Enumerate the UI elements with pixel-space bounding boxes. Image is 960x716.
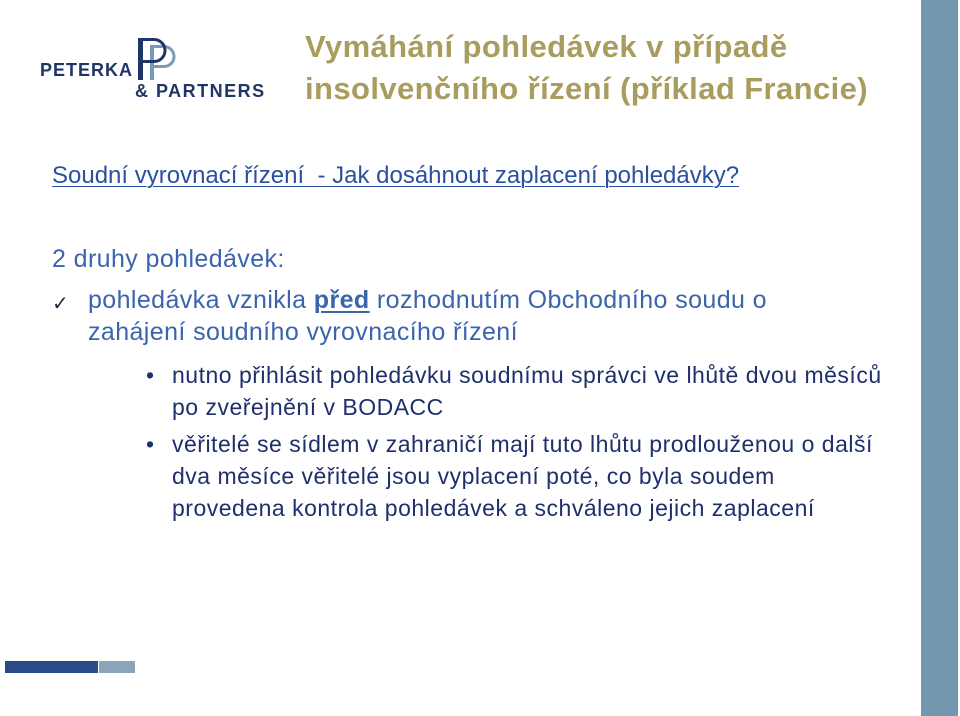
point-line-1 [88, 288, 767, 313]
slide-subtitle: Soudní vyrovnací řízení - Jak dosáhnout zaplacení pohledávky? [52, 162, 740, 189]
subpoint-1-line-2: po zveřejnění v BODACC [172, 394, 444, 420]
logo-monogram [133, 36, 179, 84]
point-text-before: pohledávka vznikla [88, 286, 314, 314]
slide-title-line-1: Vymáhání pohledávek v případě [305, 29, 788, 64]
logo-name-peterka: PETERKA [40, 60, 134, 80]
slide-title-line-2: insolvenčního řízení (příklad Francie) [305, 71, 868, 106]
point-emphasis: před [313, 286, 370, 314]
point-text-after: rozhodnutím Obchodního soudu o [369, 286, 767, 314]
subpoint-2-line-3: provedena kontrola pohledávek a schváleno jejich zaplacení [172, 495, 815, 521]
logo-name-partners: & PARTNERS [135, 81, 266, 101]
check-icon [52, 293, 69, 313]
footer-accent-bar-dark [5, 661, 98, 673]
bullet-dot-icon [146, 433, 154, 456]
footer-accent-bar-light [99, 661, 135, 673]
subpoint-1-line-1: nutno přihlásit pohledávku soudnímu správci ve lhůtě dvou měsíců [172, 362, 882, 388]
subpoint-2-line-2: dva měsíce věřitelé jsou vyplacení poté, co byla soudem [172, 463, 775, 489]
point-line-2: zahájení soudního vyrovnacího řízení [88, 318, 518, 346]
intro-text: 2 druhy pohledávek: [52, 245, 285, 273]
bullet-dot-icon [146, 364, 154, 387]
subpoint-2-line-1: věřitelé se sídlem v zahraničí mají tuto lhůtu prodlouženou o další [172, 431, 873, 457]
side-accent-bar [921, 0, 958, 716]
